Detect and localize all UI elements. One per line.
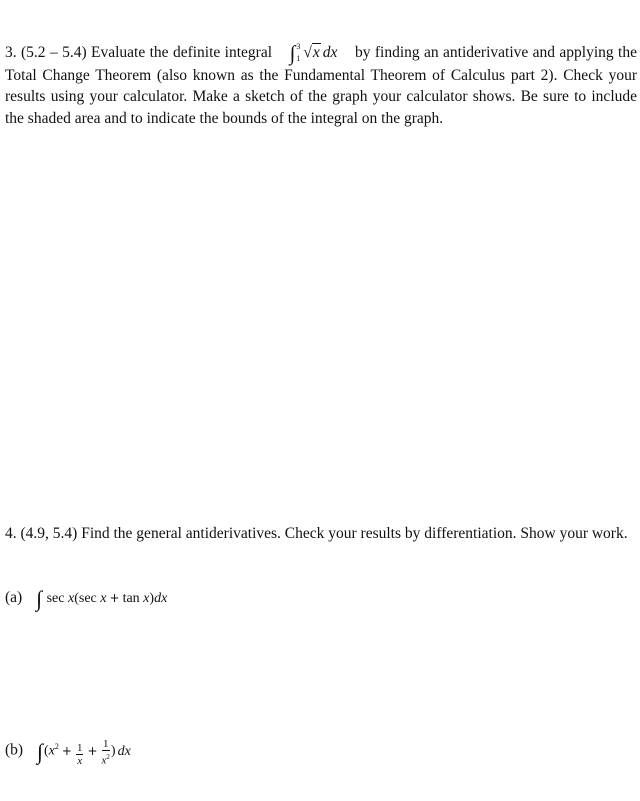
lower-limit: 1 bbox=[296, 54, 301, 63]
differential: dx bbox=[322, 44, 338, 61]
plus-sign: + bbox=[61, 743, 72, 758]
radicand: x bbox=[312, 44, 320, 61]
var-x: x bbox=[68, 591, 75, 606]
numerator: 1 bbox=[102, 738, 109, 750]
part-a-expression bbox=[36, 588, 167, 610]
sqrt-icon: √ bbox=[303, 44, 312, 61]
part-b-label: (b) bbox=[5, 741, 24, 759]
part-b bbox=[5, 736, 131, 767]
problem-3-text bbox=[5, 42, 637, 129]
part-b-expression bbox=[37, 736, 131, 767]
close-paren: ) bbox=[149, 591, 155, 606]
plus-sign: + bbox=[109, 591, 120, 605]
tan-fn: tan bbox=[122, 591, 140, 606]
problem-3-prefix: 3. (5.2 – 5.4) Evaluate the definite integral bbox=[5, 44, 273, 61]
part-a bbox=[5, 587, 167, 610]
differential: dx bbox=[154, 591, 168, 606]
integral-sign-icon: ∫ bbox=[36, 738, 43, 764]
part-a-label: (a) bbox=[5, 589, 23, 606]
upper-limit: 3 bbox=[296, 42, 301, 51]
var-x: x bbox=[101, 754, 107, 767]
exponent: 2 bbox=[106, 753, 110, 761]
fraction-1-over-x bbox=[76, 742, 84, 767]
open-paren: ( bbox=[43, 743, 49, 759]
close-paren: ) bbox=[110, 743, 116, 759]
var-x: x bbox=[100, 591, 107, 606]
integral-sign-icon: ∫ bbox=[289, 41, 296, 65]
open-paren: ( bbox=[74, 591, 79, 606]
integral-sign-icon: ∫ bbox=[36, 586, 43, 611]
var-x: x bbox=[143, 591, 150, 606]
integral-limits bbox=[296, 43, 303, 63]
numerator: 1 bbox=[76, 741, 83, 754]
sec-fn: sec bbox=[46, 591, 65, 606]
problem-3-suffix: by finding an antiderivative and applying the Total Change Theorem (also known as the Fundamental Theorem of Calculus part 2). Check your results using your calculator. Make a sketch of the graph your calculator shows. Be sure to include the shaded area and to indicate the bounds of the integral on the graph. bbox=[5, 44, 637, 127]
differential: dx bbox=[117, 743, 131, 759]
var-x: x bbox=[48, 743, 55, 759]
plus-sign: + bbox=[87, 743, 98, 758]
problem-4-text: 4. (4.9, 5.4) Find the general antiderivatives. Check your results by differentiation. Show your work. bbox=[5, 525, 628, 542]
definite-integral bbox=[289, 41, 338, 65]
exponent: 2 bbox=[54, 742, 59, 751]
sec-fn: sec bbox=[78, 591, 97, 606]
denominator: x bbox=[77, 754, 83, 767]
fraction-1-over-x-squared bbox=[102, 738, 110, 767]
denominator bbox=[102, 751, 110, 767]
